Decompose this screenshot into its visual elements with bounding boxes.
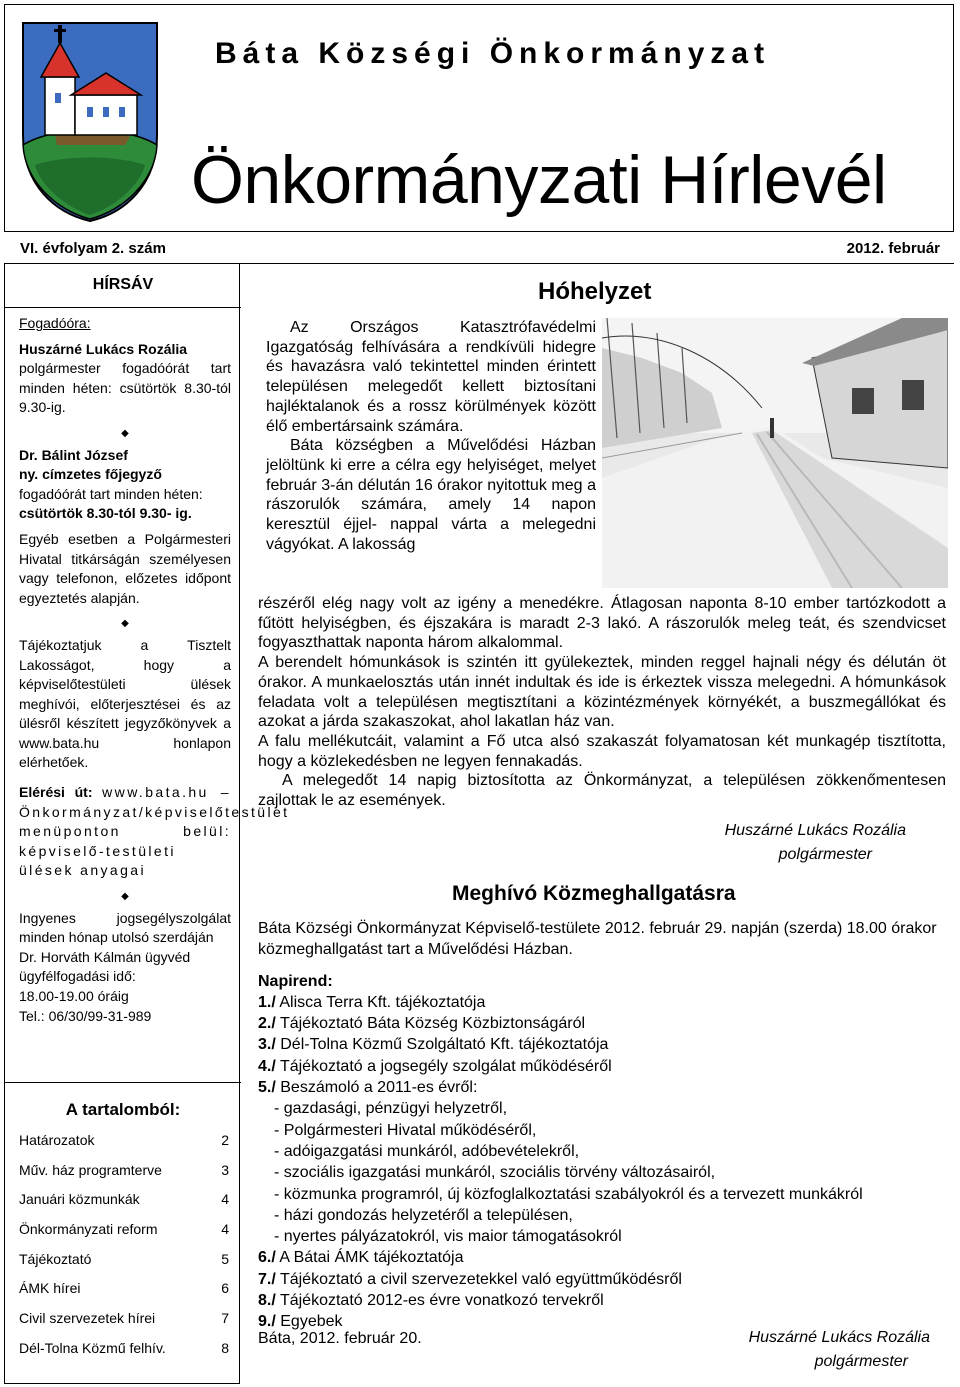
- agenda-item: 8./ Tájékoztató 2012-es évre vonatkozó tervekről: [258, 1292, 604, 1310]
- agenda-subitem: - szociális igazgatási munkáról, szociális törvény változásairól,: [274, 1164, 716, 1182]
- agenda-subitem: - nyertes pályázatokról, vis maior támogatásokról: [274, 1228, 622, 1246]
- toc-title: A tartalomból:: [65, 1100, 181, 1119]
- lawyer-name: Dr. Horváth Kálmán ügyvéd: [19, 948, 191, 965]
- access-label: Elérési út:: [19, 784, 93, 801]
- table-of-contents: [19, 1132, 231, 1370]
- place-date: Báta, 2012. február 20.: [258, 1330, 422, 1347]
- toc-item[interactable]: Januári közmunkák 4: [19, 1191, 229, 1208]
- agenda-subitem: - közmunka programról, új közfoglalkoztatási szabályokról és a tervezett munkákról: [274, 1185, 863, 1203]
- notary-name: Dr. Bálint József: [19, 446, 128, 463]
- issue-date: 2012. február: [846, 240, 940, 257]
- sidebar-content: [19, 314, 290, 1026]
- snow-paragraph: A melegedőt 14 napig biztosította az Önkormányzat, a településen zökkenőmentesen zajlottak le az események.: [258, 772, 946, 810]
- notary-title: ny. címzetes főjegyző: [19, 466, 162, 483]
- agenda-item: 3./ Dél-Tolna Közmű Szolgáltató Kft. tájékoztatója: [258, 1036, 609, 1054]
- diamond-icon: ◆: [121, 427, 129, 439]
- organization-name: Báta Községi Önkormányzat: [215, 37, 771, 70]
- phone-number: Tel.: 06/30/99-31-989: [19, 1007, 152, 1024]
- signature-title: polgármester: [814, 1353, 908, 1370]
- snow-paragraph: Báta községben a Művelődési Házban jelöltünk ki erre a célra egy helyiséget, melyet február 3-án délután 16 órakor nyitottuk meg a rászorulók számára, amely 14 napon keresztül éjjel- nappal várta a melegedni vágyókat. A lakosság: [266, 437, 596, 553]
- notary-time: csütörtök 8.30-tól 9.30- ig.: [19, 505, 192, 522]
- signature-title: polgármester: [778, 845, 872, 863]
- agenda-item: 1./ Alisca Terra Kft. tájékoztatója: [258, 993, 486, 1011]
- toc-item[interactable]: Civil szervezetek hírei 7: [19, 1310, 229, 1327]
- agenda-item: 9./ Egyebek: [258, 1313, 343, 1331]
- agenda-label: Napirend:: [258, 972, 333, 990]
- news-sidebar: [4, 264, 290, 1384]
- hours-label: ügyfélfogadási idő:: [19, 968, 136, 985]
- agenda-item: 4./ Tájékoztató a jogsegély szolgálat működéséről: [258, 1057, 612, 1075]
- issue-number: VI. évfolyam 2. szám: [20, 240, 166, 257]
- diamond-icon: ◆: [121, 618, 129, 630]
- agenda-subitem: - adóigazgatási munkáról, adóbevételekről,: [274, 1142, 580, 1160]
- toc-item[interactable]: ÁMK hírei 6: [19, 1280, 229, 1297]
- hearing-signature: [258, 1329, 948, 1370]
- notary-hours: fogadóórát tart minden héten:: [19, 485, 203, 502]
- snow-paragraph: Az Országos Katasztrófavédelmi Igazgatóság felhívására a rendkívüli hidegre és havazásra való tekintettel minden érintett településen melegedőt kellett biztosítani hajléktalanok és a rossz körülmények között élő embertársaink számára.: [266, 319, 596, 435]
- signature-name: Huszárné Lukács Rozália: [724, 821, 906, 839]
- diamond-icon: ◆: [121, 891, 129, 903]
- agenda-item: 5./ Beszámoló a 2011-es évről:: [258, 1079, 478, 1097]
- toc-item[interactable]: Határozatok 2: [19, 1132, 229, 1148]
- sidebar-divider: [5, 307, 241, 308]
- sidebar-heading: HÍRSÁV: [92, 276, 154, 293]
- article-title-hearing: Meghívó Közmeghallgatásra: [452, 882, 736, 905]
- info-text: Tájékoztatjuk a Tisztelt Lakosságot, hogy a képviselőtestületi ülések meghívói, előterjesztései és az ülésről készített jegyzőkönyvek a www.bata.hu honlapon elérhetőek.: [19, 636, 231, 771]
- agenda-item: 7./ Tájékoztató a civil szervezetekkel való együttműködésről: [258, 1270, 682, 1288]
- snow-paragraph: A falu mellékutcáit, valamint a Fő utca alsó szakaszát folyamatosan két munkagép tisztította, hogy a közlekedésben ne legyen fennakadás.: [258, 732, 946, 770]
- toc-item[interactable]: Tájékoztató 5: [19, 1250, 229, 1267]
- agenda-subitem: - házi gondozás helyzetéről a településen,: [274, 1206, 573, 1224]
- office-hours-heading: Fogadóóra:: [19, 315, 91, 331]
- agenda-subitem: - gazdasági, pénzügyi helyzetről,: [274, 1100, 508, 1118]
- signature-name: Huszárné Lukács Rozália: [748, 1329, 930, 1346]
- legal-aid-text: Ingyenes jogsegélyszolgálat minden hónap utolsó szerdáján: [19, 909, 231, 946]
- snow-article-column: [266, 318, 596, 554]
- snow-paragraph: részéről elég nagy volt az igény a menedékre. Átlagosan naponta 8-10 ember tartózkodott a fűtött helyiségben, és éjszakára is maradt 2-3 lakó. A rászorulók meleg teát, és szendvicset fogyaszthattak naponta három alkalommal.: [258, 595, 946, 652]
- access-path: www.bata.hu – Önkormányzat/képviselőtestület menüponton belül: képviselő-testületi ülések anyagai: [19, 784, 290, 879]
- newsletter-title: Önkormányzati Hírlevél: [191, 142, 887, 218]
- other-appointment: Egyéb esetben a Polgármesteri Hivatal titkárságán személyesen vagy telefonon, előzetes időpont egyeztetés alapján.: [19, 530, 231, 606]
- mayor-name: Huszárné Lukács Rozália: [19, 340, 188, 357]
- snow-article-full: [258, 594, 946, 867]
- toc-item[interactable]: Dél-Tolna Közmű felhív. 8: [19, 1339, 229, 1356]
- snow-paragraph: A berendelt hómunkások is szintén itt gyülekeztek, minden reggel hajnali négy és délután öt órakor. A munkaelosztás után innét indultak és ide is érkeztek vissza melegedni. A hómunkások feladata volt a településen megtisztítani a közintézmények környékét, a buszmegállókat és azokat a járda szakaszokat, ahol lakatlan ház van.: [258, 654, 946, 731]
- mayor-hours: polgármester fogadóórát tart minden héten: csütörtök 8.30-tól 9.30-ig.: [19, 360, 231, 416]
- invitation-text: Báta Községi Önkormányzat Képviselő-testülete 2012. február 29. napján (szerda) 18.00 órakor közmeghallgatást tart a Művelődési Házban.: [258, 920, 937, 959]
- hours-value: 18.00-19.00 óráig: [19, 988, 129, 1004]
- article-title-snow: Hóhelyzet: [538, 278, 652, 305]
- issue-bar: [4, 232, 954, 264]
- masthead: [4, 4, 954, 232]
- agenda-item: 2./ Tájékoztató Báta Község Közbiztonságáról: [258, 1015, 586, 1033]
- hearing-invitation: [258, 918, 948, 1333]
- toc-item[interactable]: Műv. ház programterve 3: [19, 1161, 229, 1178]
- toc-item[interactable]: Önkormányzati reform 4: [19, 1221, 229, 1238]
- agenda-item: 6./ A Bátai ÁMK tájékoztatója: [258, 1249, 464, 1267]
- snowy-street-photo: [602, 318, 948, 588]
- agenda-subitem: - Polgármesteri Hivatal működéséről,: [274, 1121, 537, 1139]
- coat-of-arms-icon: [15, 15, 165, 225]
- toc-divider: [5, 1082, 241, 1083]
